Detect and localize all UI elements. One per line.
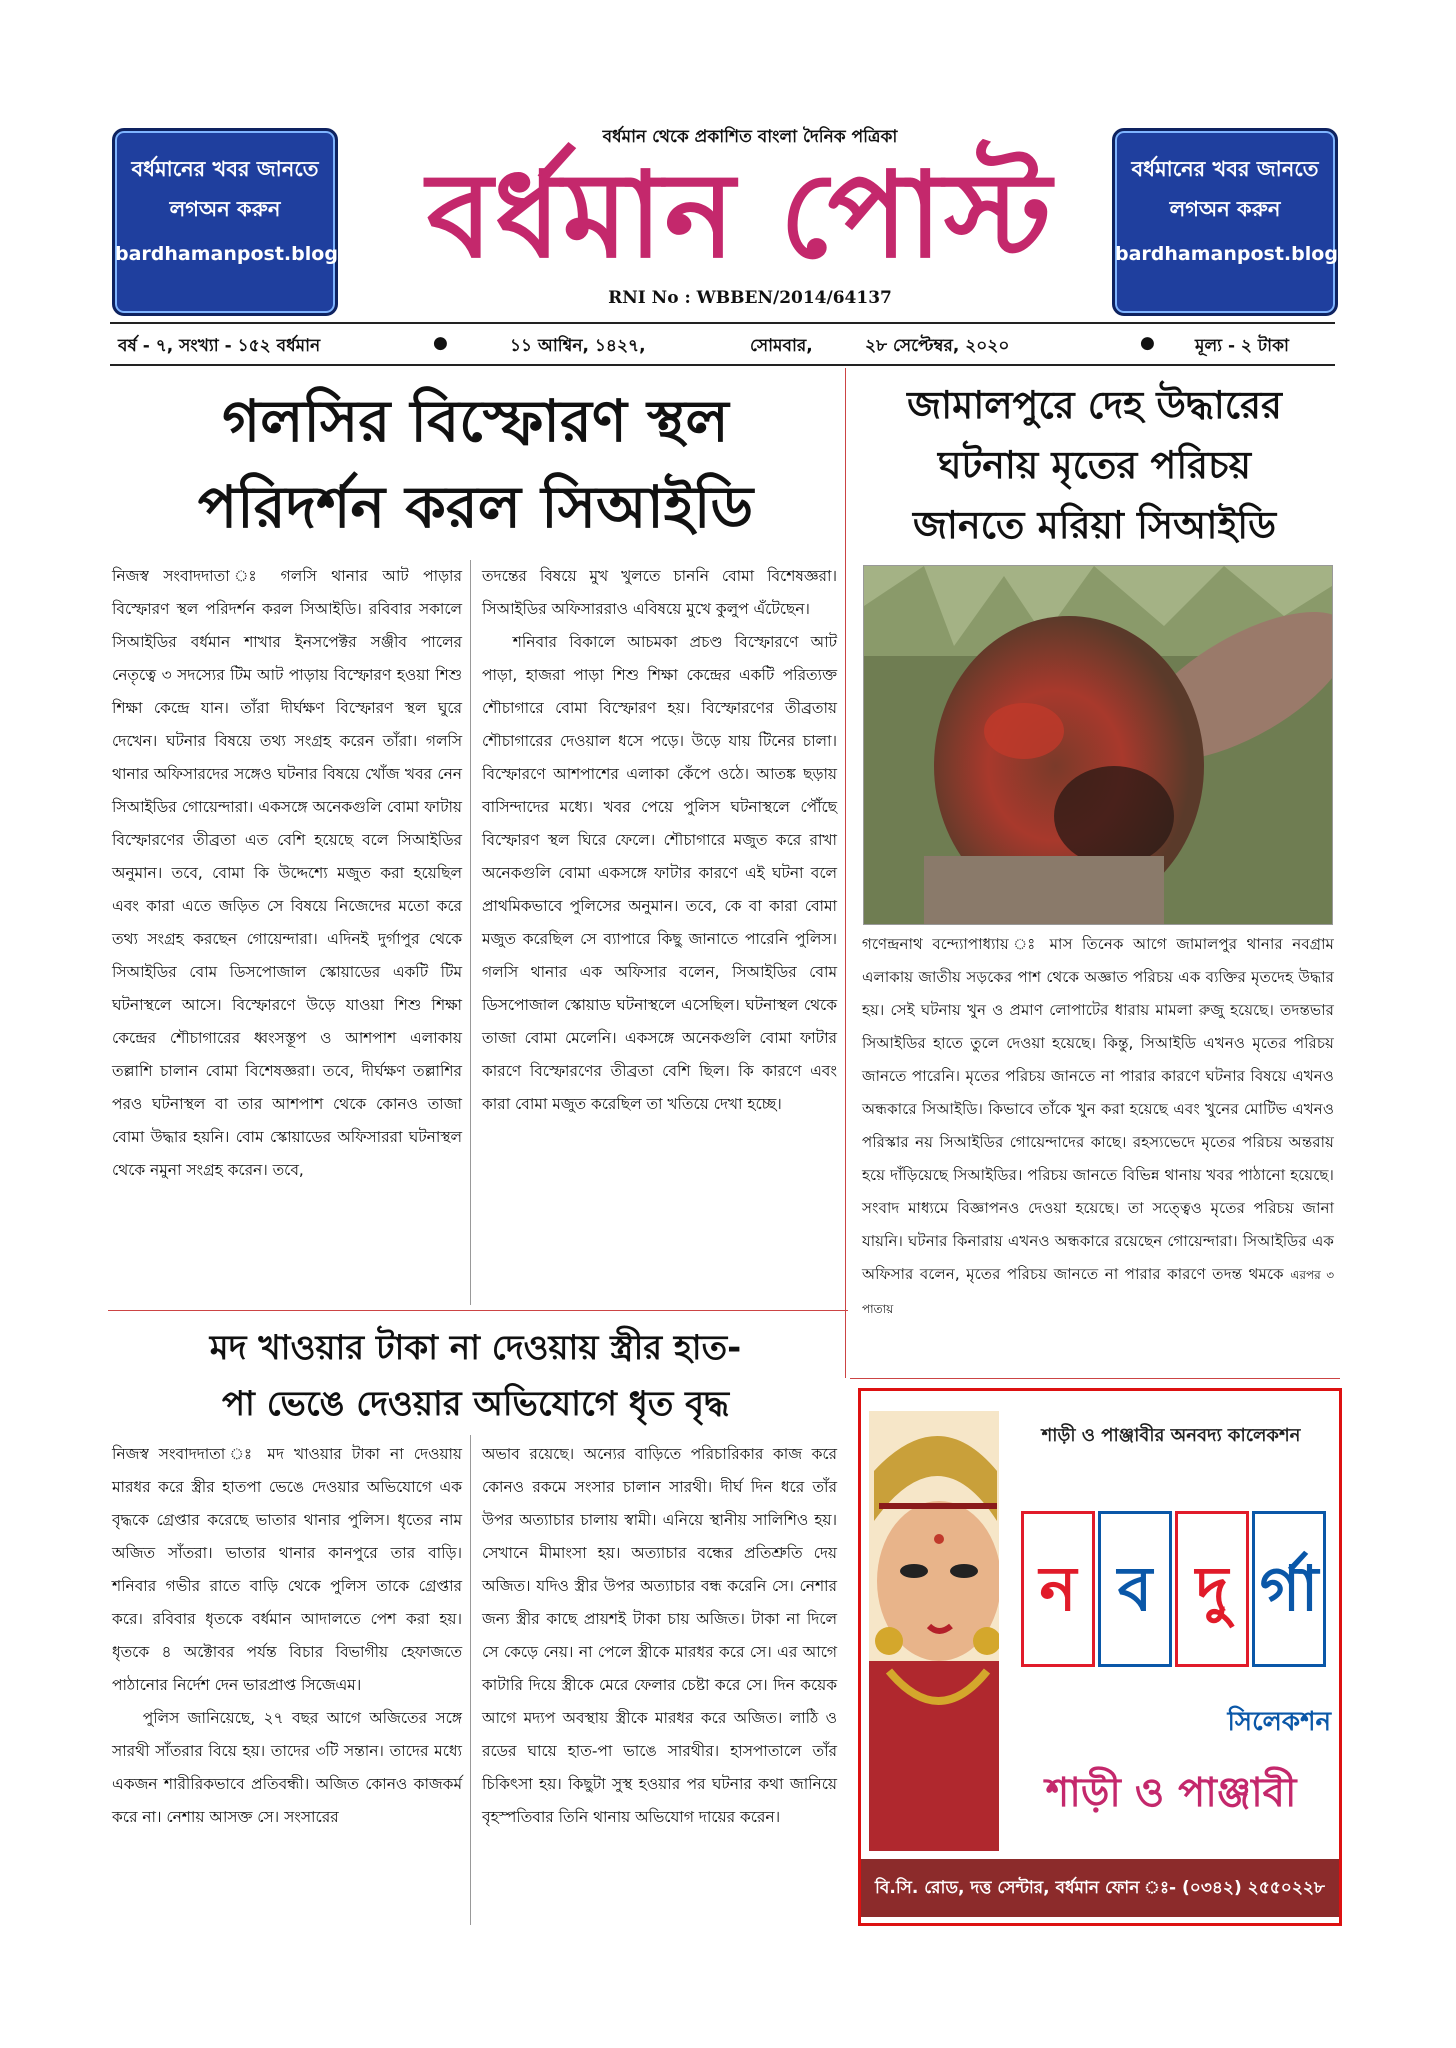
ad-selection: সিলেকশন — [1227, 1707, 1331, 1737]
ad-letter: র্গা — [1259, 1552, 1319, 1625]
letter-box — [1098, 1511, 1172, 1667]
ad-tagline: শাড়ী ও পাঞ্জাবীর অনবদ্য কালেকশন — [1041, 1425, 1301, 1446]
column-divider — [470, 1435, 471, 1925]
issue-meta-bar — [110, 322, 1335, 366]
ad-title-letters — [1021, 1491, 1321, 1691]
continued-note[interactable]: এরপর ৩ পাতায় — [862, 1268, 1335, 1316]
victim-photo-image — [864, 566, 1332, 924]
paragraph: নিজস্ব সংবাদদাতা ঃ মদ খাওয়ার টাকা না দেওয়ায় মারধর করে স্ত্রীর হাতপা ভেঙে দেওয়ার অভিযোগে এক বৃদ্ধকে গ্রেপ্তার করেছে ভাতার থানার পুলিস। ধৃতের নাম অজিত সাঁতরা। ভাতার থানার কানপুরে তার বাড়ি। শনিবার গভীর রাতে বাড়ি থেকে পুলিস তাকে গ্রেপ্তার করে। রবিবার ধৃতকে বর্ধমান আদালতে পেশ করা হয়। ধৃতকে ৪ অক্টোবর পর্যন্ত বিচার বিভাগীয় হেফাজতে পাঠানোর নির্দেশ দেন ভারপ্রাপ্ত সিজেএম। — [112, 1445, 462, 1694]
promo-url[interactable]: bardhamanpost.blogspot.in — [115, 243, 413, 265]
story2-headline[interactable] — [852, 375, 1337, 555]
headline-line: পা ভেঙে দেওয়ার অভিযোগে ধৃত বৃদ্ধ — [221, 1384, 730, 1424]
letter-box — [1252, 1511, 1326, 1667]
headline-line: মদ খাওয়ার টাকা না দেওয়ায় স্ত্রীর হাত- — [209, 1328, 742, 1368]
column-divider — [845, 368, 846, 1378]
paragraph: তদন্তের বিষয়ে মুখ খুলতে চাননি বোমা বিশেষজ্ঞরা। সিআইডির অফিসাররাও এবিষয়ে মুখে কুলুপ এঁটেছেন। — [482, 567, 837, 618]
ad-letter: ন — [1039, 1552, 1077, 1625]
masthead-tagline: বর্ধমান থেকে প্রকাশিত বাংলা দৈনিক পত্রিকা — [602, 127, 898, 147]
promo-url[interactable]: bardhamanpost.blogspot.in — [1115, 243, 1413, 265]
weekday: সোমবার, — [750, 336, 813, 356]
promo-line2: লগঅন করুন — [169, 197, 281, 221]
bullet-icon: ● — [433, 333, 448, 353]
headline-line: জামালপুরে দেহ উদ্ধারের — [907, 383, 1282, 427]
masthead-title: বর্ধমান পোস্ট — [426, 146, 1054, 284]
paragraph: অভাব রয়েছে। অন্যের বাড়িতে পরিচারিকার কাজ করে কোনও রকমে সংসার চালান সারথী। দীর্ঘ দিন ধরে তাঁর উপর অত্যাচার চালায় স্বামী। এনিয়ে স্থানীয় সালিশিও হয়। সেখানে মীমাংসা হয়। অত্যাচার বন্ধের প্রতিশ্রুতি দেয় অজিত। যদিও স্ত্রীর উপর অত্যাচার বন্ধ করেনি সে। নেশার জন্য স্ত্রীর কাছে প্রায়শই টাকা চায় অজিত। টাকা না দিলে সে কেড়ে নেয়। না পেলে স্ত্রীকে মারধর করে সে। এর আগে কাটারি দিয়ে স্ত্রীকে মেরে ফেলার চেষ্টা করে সে। দিন কয়েক আগে মদ্যপ অবস্থায় স্ত্রীকে মারধর করে অজিত। লাঠি ও রডের ঘায়ে হাত-পা ভাঙে সারথীর। হাসপাতালে তাঁর চিকিৎসা হয়। কিছুটা সুস্থ হওয়ার পর ঘটনার কথা জানিয়ে বৃহস্পতিবার তিনি থানায় অভিযোগ দায়ের করেন। — [482, 1445, 837, 1826]
story3-headline[interactable] — [108, 1320, 843, 1432]
story3-column2 — [482, 1438, 837, 1834]
story2-body — [862, 928, 1334, 1326]
letter-box — [1021, 1511, 1095, 1667]
ad-product: শাড়ী ও পাঞ্জাবী — [1045, 1770, 1297, 1816]
promo-line2: লগঅন করুন — [1169, 197, 1281, 221]
section-divider — [108, 1310, 848, 1311]
promo-line1: বর্ধমানের খবর জানতে — [131, 157, 319, 181]
letter-box — [1175, 1511, 1249, 1667]
bullet-icon: ● — [1140, 333, 1155, 353]
price: মূল্য - ২ টাকা — [1195, 336, 1289, 356]
ad-letter: ব — [1117, 1552, 1153, 1625]
paragraph: নিজস্ব সংবাদদাতা ঃ গলসি থানার আট পাড়ার বিস্ফোরণ স্থল পরিদর্শন করল সিআইডি। রবিবার সকালে সিআইডির বর্ধমান শাখার ইনসপেক্টর সঞ্জীব পালের নেতৃত্বে ৩ সদস্যের টিম আট পাড়ায় বিস্ফোরণ হওয়া শিশু শিক্ষা কেন্দ্রে যান। তাঁরা দীর্ঘক্ষণ বিস্ফোরণ স্থল ঘুরে দেখেন। ঘটনার বিষয়ে তথ্য সংগ্রহ করেন তাঁরা। গলসি থানার অফিসারদের সঙ্গেও ঘটনার বিষয়ে খোঁজ খবর নেন সিআইডির গোয়েন্দারা। একসঙ্গে অনেকগুলি বোমা ফাটায় বিস্ফোরণের তীব্রতা এত বেশি হয়েছে বলে সিআইডির অনুমান। তবে, বোমা কি উদ্দেশ্যে মজুত করা হয়েছিল এবং কারা এতে জড়িত সে বিষয়ে নিজেদের মতো করে তথ্য সংগ্রহ করছেন গোয়েন্দারা। এদিনই দুর্গাপুর থেকে সিআইডির বোম ডিসপোজাল স্কোয়াডের একটি টিম ঘটনাস্থলে আসে। বিস্ফোরণে উড়ে যাওয়া শিশু শিক্ষা কেন্দ্রের শৌচাগারের ধ্বংসস্তূপ ও আশপাশ এলাকায় তল্লাশি চালান বোমা বিশেষজ্ঞরা। তবে, দীর্ঘক্ষণ তল্লাশির পরও ঘটনাস্থল বা তার আশপাশ থেকে কোনও তাজা বোমা উদ্ধার হয়নি। বোম স্কোয়াডের অফিসাররা ঘটনাস্থল থেকে নমুনা সংগ্রহ করেন। তবে, — [112, 567, 462, 1179]
ad-letter: দু — [1195, 1552, 1229, 1625]
ad-address-bar: বি.সি. রোড, দত্ত সেন্টার, বর্ধমান ফোন ঃ- (০৩৪২) ২৫৫০২২৮ — [861, 1859, 1339, 1917]
promo-line1: বর্ধমানের খবর জানতে — [1131, 157, 1319, 181]
paragraph: শনিবার বিকালে আচমকা প্রচণ্ড বিস্ফোরণে আট পাড়া, হাজরা পাড়া শিশু শিক্ষা কেন্দ্রের একটি পরিত্যক্ত শৌচাগারে বোমা বিস্ফোরণ হয়। বিস্ফোরণের তীব্রতায় শৌচাগারের দেওয়াল ধসে পড়ে। উড়ে যায় টিনের চালা। বিস্ফোরণে আশপাশের এলাকা কেঁপে ওঠে। আতঙ্ক ছড়ায় বাসিন্দাদের মধ্যে। খবর পেয়ে পুলিস ঘটনাস্থলে পৌঁছে বিস্ফোরণ স্থল ঘিরে ফেলে। শৌচাগারে মজুত করে রাখা অনেকগুলি বোমা একসঙ্গে ফাটার কারণে এই ঘটনা বলে প্রাথমিকভাবে পুলিসের অনুমান। তবে, কে বা কারা বোমা মজুত করেছিল সে ব্যাপারে কিছু জানাতে পারেনি পুলিস। গলসি থানার এক অফিসার বলেন, সিআইডির বোম ডিসপোজাল স্কোয়াড ঘটনাস্থলে এসেছিল। ঘটনাস্থল থেকে তাজা বোমা মেলেনি। একসঙ্গে অনেকগুলি বোমা ফাটার কারণে বিস্ফোরণের তীব্রতা বেশি ছিল। কি কারণে এবং কারা বোমা মজুত করেছিল তা খতিয়ে দেখা হচ্ছে। — [482, 633, 837, 1113]
section-divider — [850, 1378, 1340, 1379]
bengali-date: ১১ আশ্বিন, ১৪২৭, — [510, 336, 646, 356]
column-divider — [470, 560, 471, 1305]
rni-number: RNI No : WBBEN/2014/64137 — [608, 288, 892, 308]
issue-number: বর্ষ - ৭, সংখ্যা - ১৫২ বর্ধমান — [118, 336, 321, 356]
headline-line: জানতে মরিয়া সিআইডি — [912, 503, 1277, 547]
story-text: গণেন্দ্রনাথ বন্দ্যোপাধ্যায় ঃ মাস তিনেক আগে জামালপুর থানার নবগ্রাম এলাকায় জাতীয় সড়কের পাশ থেকে অজ্ঞাত পরিচয় এক ব্যক্তির মৃতদেহ উদ্ধার হয়। সেই ঘটনায় খুন ও প্রমাণ লোপাটের ধারায় মামলা রুজু হয়েছে। তদন্তভার সিআইডির হাতে তুলে দেওয়া হয়েছে। কিন্তু, সিআইডি এখনও মৃতের পরিচয় জানতে পারেনি। মৃতের পরিচয় জানতে না পারার কারণে ঘটনার বিষয়ে এখনও অন্ধকারে সিআইডি। কিভাবে তাঁকে খুন করা হয়েছে এবং খুনের মোটিভ এখনও পরিস্কার নয় সিআইডির গোয়েন্দাদের কাছে। রহস্যভেদে মৃতের পরিচয় অন্তরায় হয়ে দাঁড়িয়েছে সিআইডির। পরিচয় জানতে বিভিন্ন থানায় খবর পাঠানো হয়েছে। সংবাদ মাধ্যমে বিজ্ঞাপনও দেওয়া হয়েছে। তা সত্ত্বেও মৃতের পরিচয় জানা যায়নি। ঘটনার কিনারায় এখনও অন্ধকারে রয়েছেন গোয়েন্দারা। সিআইডির এক অফিসার বলেন, মৃতের পরিচয় জানতে না পারার কারণে তদন্ত থমকে — [862, 935, 1334, 1283]
headline-line: গলসির বিস্ফোরণ স্থল — [222, 387, 729, 455]
promo-box-right[interactable] — [1112, 128, 1413, 316]
story2-photo — [863, 565, 1333, 925]
headline-line: ঘটনায় মৃতের পরিচয় — [938, 443, 1251, 487]
promo-box-left[interactable] — [112, 128, 413, 316]
story3-column1 — [112, 1438, 462, 1834]
story1-column2 — [482, 560, 837, 1305]
story1-column1 — [112, 560, 462, 1305]
paragraph: পুলিস জানিয়েছে, ২৭ বছর আগে অজিতের সঙ্গে সারথী সাঁতরার বিয়ে হয়। তাদের ৩টি সন্তান। তাদের মধ্যে একজন শারীরিকভাবে প্রতিবন্ধী। অজিত কোনও কাজকর্ম করে না। নেশায় আসক্ত সে। সংসারের — [112, 1709, 462, 1826]
headline-line: পরিদর্শন করল সিআইডি — [197, 473, 754, 541]
issue-date: ২৮ সেপ্টেম্বর, ২০২০ — [865, 336, 1010, 356]
story1-headline[interactable] — [108, 378, 843, 550]
saree-advertisement[interactable] — [858, 1388, 1342, 1926]
paragraph — [862, 928, 1334, 1326]
durga-image — [869, 1411, 999, 1851]
